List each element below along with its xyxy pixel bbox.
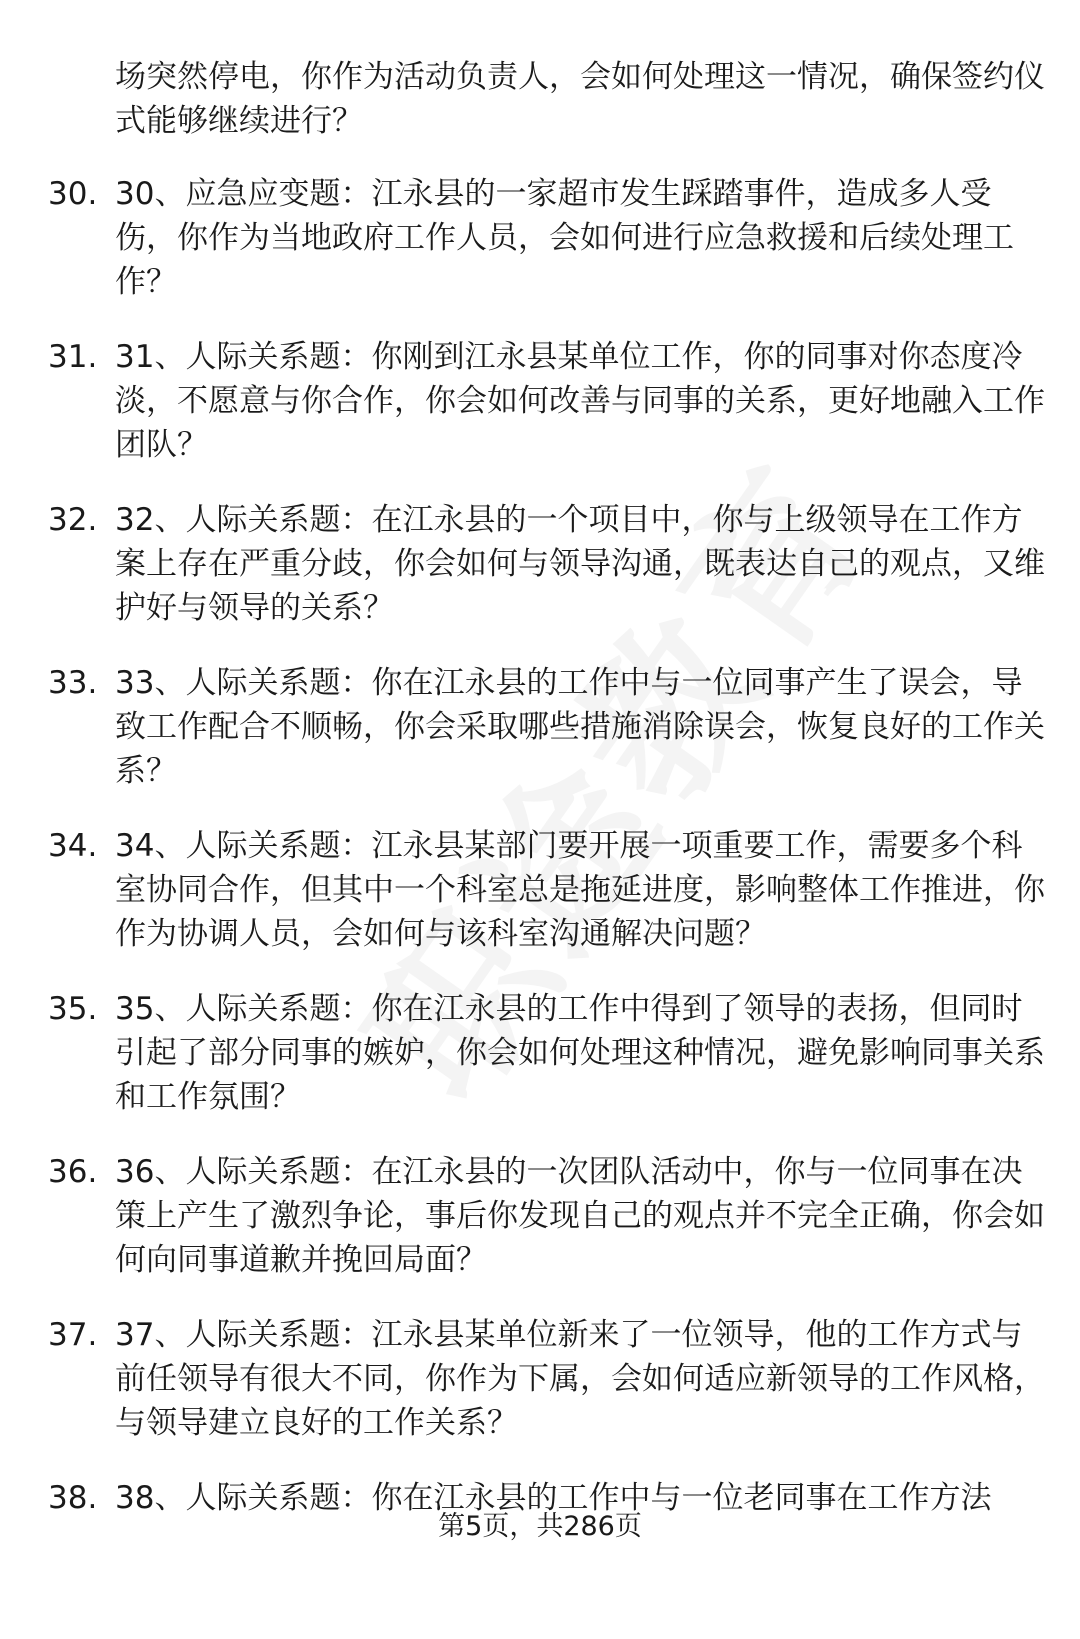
question-number: 35. <box>48 991 98 1027</box>
question-text: 35、人际关系题：你在江永县的工作中得到了领导的表扬，但同时引起了部分同事的嫉妒，你会如何处理这种情况，避免影响同事关系和工作氛围？ <box>115 991 1045 1115</box>
question-number: 31. <box>48 339 98 375</box>
question-text: 33、人际关系题：你在江永县的工作中与一位同事产生了误会，导致工作配合不顺畅，你会采取哪些措施消除误会，恢复良好的工作关系？ <box>115 665 1045 789</box>
list-item <box>0 1313 1080 1476</box>
page-footer: 第5页，共286页 <box>438 1511 642 1542</box>
question-text: 31、人际关系题：你刚到江永县某单位工作，你的同事对你态度冷淡，不愿意与你合作，你会如何改善与同事的关系，更好地融入工作团队？ <box>115 339 1045 463</box>
question-list <box>0 172 1080 1639</box>
question-text: 36、人际关系题：在江永县的一次团队活动中，你与一位同事在决策上产生了激烈争论，事后你发现自己的观点并不完全正确，你会如何向同事道歉并挽回局面？ <box>115 1154 1045 1278</box>
list-item <box>0 824 1080 987</box>
list-item <box>0 661 1080 824</box>
question-number: 33. <box>48 665 98 701</box>
question-text: 38、人际关系题：你在江永县的工作中与一位老同事在工作方法 <box>115 1480 992 1516</box>
continued-question-text: 场突然停电，你作为活动负责人，会如何处理这一情况，确保签约仪式能够继续进行？ <box>115 59 1045 139</box>
question-text: 32、人际关系题：在江永县的一个项目中，你与上级领导在工作方案上存在严重分歧，你会如何与领导沟通，既表达自己的观点，又维护好与领导的关系？ <box>115 502 1045 626</box>
question-number: 30. <box>48 176 98 212</box>
list-item <box>0 335 1080 498</box>
question-text: 37、人际关系题：江永县某单位新来了一位领导，他的工作方式与前任领导有很大不同，你作为下属，会如何适应新领导的工作风格，与领导建立良好的工作关系？ <box>115 1317 1045 1441</box>
question-number: 36. <box>48 1154 98 1190</box>
list-item <box>0 1476 1080 1639</box>
list-item <box>0 172 1080 335</box>
list-item <box>0 987 1080 1150</box>
list-item <box>0 1150 1080 1313</box>
question-number: 38. <box>48 1480 98 1516</box>
question-text: 34、人际关系题：江永县某部门要开展一项重要工作，需要多个科室协同合作，但其中一个科室总是拖延进度，影响整体工作推进，你作为协调人员，会如何与该科室沟通解决问题？ <box>115 828 1045 952</box>
list-item <box>0 498 1080 661</box>
question-text: 30、应急应变题：江永县的一家超市发生踩踏事件，造成多人受伤，你作为当地政府工作人员，会如何进行应急救援和后续处理工作？ <box>115 176 1014 300</box>
question-number: 37. <box>48 1317 98 1353</box>
question-number: 32. <box>48 502 98 538</box>
question-number: 34. <box>48 828 98 864</box>
